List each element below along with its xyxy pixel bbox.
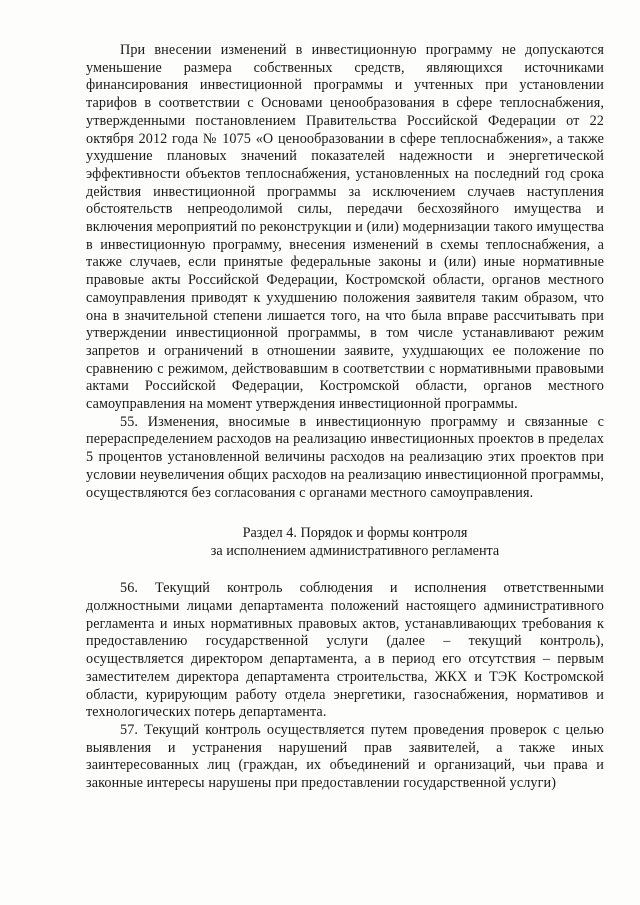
paragraph-56: 56. Текущий контроль соблюдения и исполнения ответственными должностными лицами департамента положений настоящего административного регламента и иных нормативных правовых актов, устанавливающих требования к предоставлению государственной услуги (далее – текущий контроль), осуществляется директором департамента, а в период его отсутствия – первым заместителем директора департамента строительства, ЖКХ и ТЭК Костромской области, курирующим работу отдела энергетики, газоснабжения, нормативов и технологических потерь департамента. <box>86 580 604 721</box>
section-heading <box>86 524 604 560</box>
section-heading-line-2: за исполнением административного регламента <box>210 543 500 560</box>
paragraph-changes-restrictions: При внесении изменений в инвестиционную программу не допускаются уменьшение размера собственных средств, являющихся источниками финансирования инвестиционной программы и учтенных при установлении тарифов в соответствии с Основами ценообразования в сфере теплоснабжения, утвержденными постановлением Правительства Российской Федерации от 22 октября 2012 года № 1075 «О ценообразовании в сфере теплоснабжения», а также ухудшение плановых значений показателей надежности и энергетической эффективности объектов теплоснабжения, установленных на последний год срока действия инвестиционной программы за исключением случаев наступления обстоятельств непреодолимой силы, передачи бесхозяйного имущества и включения мероприятий по реконструкции и (или) модернизации такого имущества в инвестиционную программу, внесения изменений в схемы теплоснабжения, а также случаев, если принятые федеральные законы и (или) иные нормативные правовые акты Российской Федерации, Костромской области, органов местного самоуправления приводят к ухудшению положения заявителя таким образом, что она в значительной степени лишается того, на что была вправе рассчитывать при утверждении инвестиционной программы, в том числе устанавливают режим запретов и ограничений в отношении заявите, ухудшающих ее положение по сравнению с режимом, действовавшим в соответствии с нормативными правовыми актами Российской Федерации, Костромской области, органов местного самоуправления на момент утверждения инвестиционной программы. <box>86 42 604 413</box>
paragraph-57: 57. Текущий контроль осуществляется путем проведения проверок с целью выявления и устранения нарушений прав заявителей, а также иных заинтересованных лиц (граждан, их объединений и организаций, чьи права и законные интересы нарушены при предоставлении государственной услуги) <box>86 721 604 792</box>
paragraph-55: 55. Изменения, вносимые в инвестиционную программу и связанные с перераспределением расходов на реализацию инвестиционных проектов в пределах 5 процентов установленной величины расходов на реализацию этих проектов при условии неувеличения общих расходов на реализацию инвестиционной программы, осуществляются без согласования с органами местного самоуправления. <box>86 413 604 501</box>
section-heading-line-1: Раздел 4. Порядок и формы контроля <box>242 525 468 542</box>
